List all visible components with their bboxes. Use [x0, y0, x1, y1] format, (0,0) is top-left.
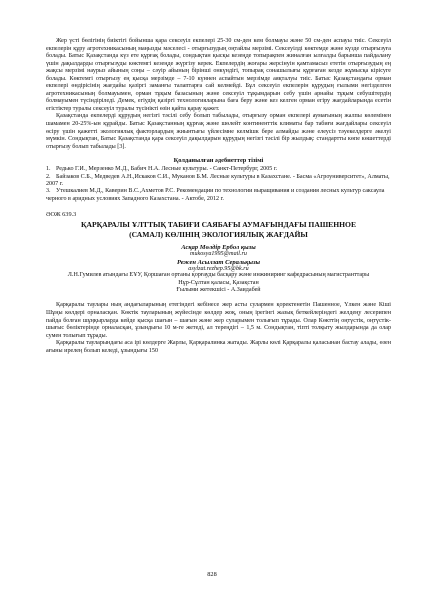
article-title-line-2: (САМАЛ) КӨЛІНІҢ ЭКОЛОГИЯЛЫҚ ЖАҒДАЙЫ: [129, 229, 308, 239]
reference-item: [46, 188, 391, 203]
page-content: [46, 38, 391, 355]
reference-item: [46, 166, 391, 173]
reference-text: Байзаков С.Б., Медведев А.Н.,Искаков С.И., Муканов Б.М. Лесные культуры в Казахстане. - Басма «Агроуниверситет», Алматы, 2007 г.: [46, 173, 390, 188]
paragraph-2: Қазақстанда екпелерді құрудың негізгі тәсілі себу болып табылады, отырғызу орман екпелері аумағының жалпы көлемінен шамамен 20-25%-ын құрайды. Батыс Қазақстанның құрғақ және шөлейт континенттік климаты бар табиғи жағдайлары сексеуіл өсіру үшін қажетті экологиялық факторлардың жиынтығы үйлесімне келмішк бере алмайды және елеусіз тәуекелдерге әкелуі мүмкін. Сондықтан, Батыс Қазақстанда қара сексеуіл дақылдарын құрудың негізгі тәсілі бір жылдық: стандартты көпе көшеттерді отырғызу болып табылады [3].: [46, 113, 391, 150]
reference-number: 1.: [46, 166, 51, 173]
paragraph-3: Қарқаралы таулары ның андағыларының етегіндегі кебінесе жер асты сулармен қоректенетін Пашенное, Үлкен және Кіші Шұңы көлдері орналасқан. Көктік тауларының жүйесінде көлдер жоқ, оның ірегінгі жазық беткейлеріндегі желдеңу лесерипен пайда болған шұңқырларда кейде қысқа шағын – шағын және жер суларымен толығып тұрады. Олар Көкттің оңтүстік, оңтүстік-шығыс бөліктерінде орналасқан, ұзындығы 10 м-ге жетеді, ал тереңдігі – 1,5 м. Сондықтан, тіпті толқыту жылдарында да олар сумен толығып тұрады.: [46, 302, 391, 339]
page-number: 828: [207, 571, 217, 578]
supervisor: Ғылыми жетекшісі - А.Заидабей: [176, 287, 261, 294]
article-title-line-1: ҚАРҚАРАЛЫ ҰЛТТЫҚ ТАБИҒИ САЯБАҒЫ АУМАҒЫНДАҒЫ ПАШЕННОЕ: [80, 220, 357, 230]
references-title: Қолданылған әдебиеттер тізімі: [173, 157, 264, 165]
reference-text: Редько Г.И., Мерзенко М.Д., Бабич Н.А. Лесные культуры. - Санкт-Петербург, 2005 г.: [56, 166, 278, 173]
article-title: [46, 220, 391, 239]
author-2-email: asylzat.rezhep.95@bk.ru: [188, 266, 249, 273]
reference-text: Утешкалиев М.Д., Каверин В.С.,Ахметов Р.С. Рекомендации по технологии выращивания и создания лесных культур саксаула черного в аридных условиях Западного Казахстана. - Актобе, 2012 г.: [46, 188, 385, 202]
paragraph-4: Қарқаралы тауларындағы аса ірі көлдерге Жарлы, Қарқаралинка жатады. Жарлы көлі Қарқаралы қаласынан бастау алады, өзен ағыны ирелең болып келеді, ұзындығы 150: [46, 340, 391, 354]
reference-number: 2.: [46, 173, 51, 180]
article-body: [46, 302, 391, 355]
paragraph-1: Жер үсті бөлігінің биіктігі бойынша қара сексеуіл екпелері 25-30 см-ден кем болмауы және 50 см-ден аспауы тиіс. Сексеуіл екпелерін құру агротехникасының маңызды мәселесі - отырғызудың оңтайлы мерзімі. Сексеуілді көктемде және күзде отырғызуға болады. Батыс Қазақстанда күз ете құрғақ болады, сондықтан қысқы кезеңде топырақпен жиналған ылғалды барынша пайдалану үшін дақылдарды отырғызуды көктемгі кезеңде жүргізу керек. Екпелердің жоғары жерсінуін қамтамасыз ететін отырғызудың ең жақсы мерзімі наурыз айының соңы – сәуір айының бірінші онкүндігі, топырақ сонашылығы құрғаған кезде жұмысқа кірісуге болады. Көктемгі отырғызу ең қысқа мерзімде – 7-10 күннен аспайтын мерзімде аяқталуы тиіс. Батыс Қазақстандағы орман екпелері өндірісінің жағдайы қазіргі заманғы талаптарға сай келмейді. Бұл сексеуіл екпелерін құрудың ғылыми негізделген агротехникасының болмауымен, орман тұқым базасының және сексеуіл тұқымдарын себу үшін арнайы тұқым себушітердің болмауымен түсіндіріледі. Демек, егіудің қазіргі технологияларына баға беру және кез келген орман егіру жағдайларында есетін егістіктер туралы сексеуіл туралы түсінікті өзін қайта қарау қажет.: [46, 38, 391, 112]
affiliation: Л.Н.Гумилев атындағы ЕҰУ, Қоршаған ортаны қорғауды басқару және инжиниринг кафедрасының магистранттары: [67, 272, 370, 279]
reference-number: 3.: [46, 188, 51, 195]
reference-item: [46, 174, 391, 189]
affiliation-city: Нұр-Сұлтан қаласы, Қазақстан: [178, 279, 259, 286]
author-1-email: mukosya1995@mail.ru: [190, 251, 247, 258]
author-1: Асқар Мөлдір Ербол қызы: [181, 244, 256, 252]
author-2: Режен Асылзат Серальқызы: [176, 259, 261, 267]
udc-code: ӘОЖ 639.3: [46, 211, 77, 219]
